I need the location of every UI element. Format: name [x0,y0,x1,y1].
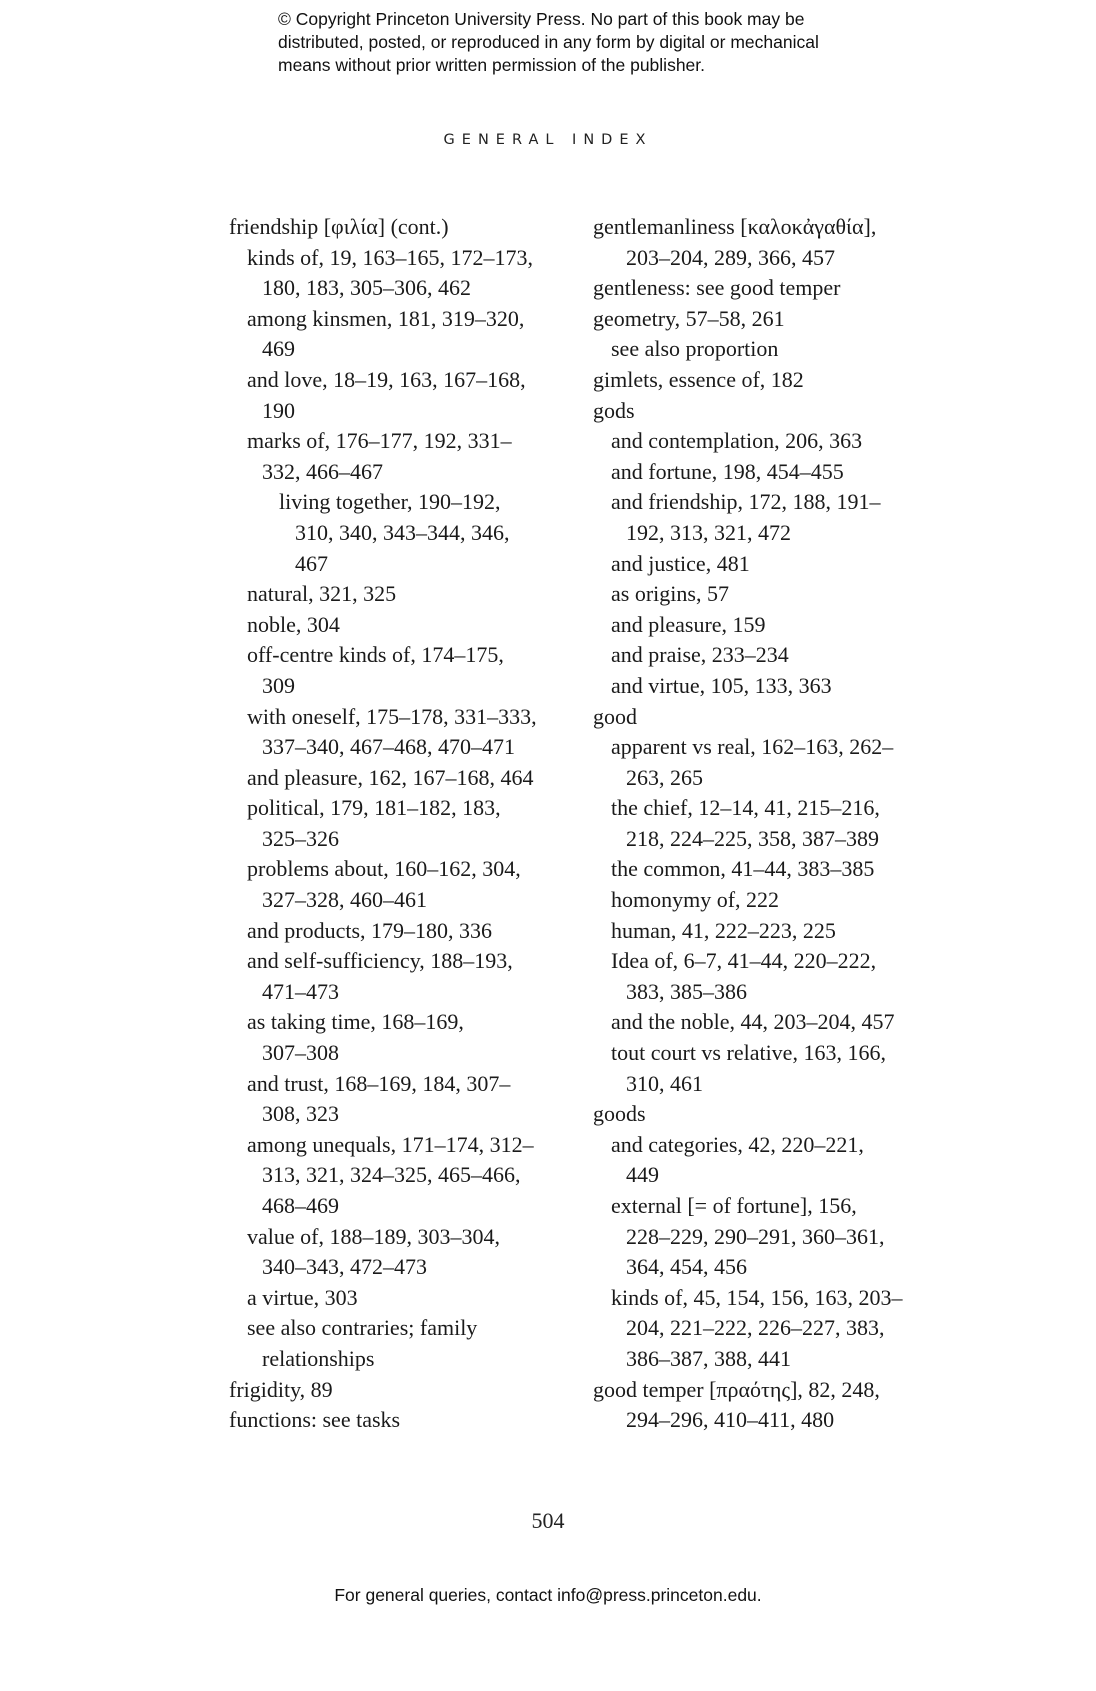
index-subentry: 325–326 [262,825,339,851]
index-subentry: and products, 179–180, 336 [247,917,493,943]
index-subentry: 190 [262,397,295,423]
index-subentry: 332, 466–467 [262,458,383,484]
index-heading: good [593,703,637,729]
index-subentry: among unequals, 171–174, 312– [247,1131,534,1157]
index-subentry: see also proportion [611,336,779,362]
page-number: 504 [531,1508,565,1533]
index-subentry: 383, 385–386 [626,978,747,1004]
index-subentry: with oneself, 175–178, 331–333, [247,703,537,729]
index-column-right [593,212,943,1436]
index-subentry: and trust, 168–169, 184, 307– [247,1070,511,1096]
index-subentry: and the noble, 44, 203–204, 457 [611,1009,895,1035]
index-heading: gods [593,397,635,423]
index-subentry: 386–387, 388, 441 [626,1345,791,1371]
index-subentry: 327–328, 460–461 [262,887,427,913]
index-subentry: kinds of, 19, 163–165, 172–173, [247,244,533,270]
index-subentry: as taking time, 168–169, [247,1009,464,1035]
index-subentry: 468–469 [262,1193,339,1218]
index-subentry: 310, 340, 343–344, 346, [295,519,510,545]
index-subentry: 307–308 [262,1040,339,1066]
index-subentry: living together, 190–192, [279,489,501,515]
index-subentry: 449 [626,1162,659,1188]
index-subentry: among kinsmen, 181, 319–320, [247,305,525,331]
index-subentry: a virtue, 303 [247,1284,358,1310]
index-subentry: and categories, 42, 220–221, [611,1131,864,1157]
index-subentry: tout court vs relative, 163, 166, [611,1040,886,1066]
index-subentry: natural, 321, 325 [247,581,397,607]
index-subentry: political, 179, 181–182, 183, [247,795,501,821]
index-subentry: and pleasure, 162, 167–168, 464 [247,764,534,790]
index-subentry: and contemplation, 206, 363 [611,428,863,454]
index-subentry: and friendship, 172, 188, 191– [611,489,881,515]
index-subentry: 337–340, 467–468, 470–471 [262,734,515,760]
index-subentry: 364, 454, 456 [626,1254,747,1280]
index-heading: friendship [φιλία] (cont.) [229,214,449,239]
index-heading: gentleness: see good temper [593,275,841,301]
index-subentry: homonymy of, 222 [611,887,780,913]
index-subentry: 469 [262,336,295,362]
index-subentry: 308, 323 [262,1101,339,1127]
index-subentry: and virtue, 105, 133, 363 [611,672,832,698]
index-subentry: off-centre kinds of, 174–175, [247,642,504,668]
index-heading: frigidity, 89 [229,1376,333,1402]
index-heading: functions: see tasks [229,1407,401,1433]
index-subentry: the common, 41–44, 383–385 [611,856,875,882]
index-subentry: 263, 265 [626,764,703,790]
index-subentry: external [= of fortune], 156, [611,1193,857,1218]
index-subentry: 228–229, 290–291, 360–361, [626,1223,885,1249]
index-subentry: and fortune, 198, 454–455 [611,458,844,484]
index-subentry: value of, 188–189, 303–304, [247,1223,500,1249]
index-subentry: and praise, 233–234 [611,642,789,668]
running-head: GENERAL INDEX [443,132,653,148]
index-subentry: human, 41, 222–223, 225 [611,917,836,943]
index-subentry: marks of, 176–177, 192, 331– [247,428,512,454]
index-subentry: 294–296, 410–411, 480 [626,1407,835,1433]
index-heading: good temper [πραότης], 82, 248, [593,1376,880,1402]
index-subentry: noble, 304 [247,611,340,637]
index-subentry: problems about, 160–162, 304, [247,856,521,882]
index-heading: geometry, 57–58, 261 [593,305,785,331]
index-heading: gimlets, essence of, 182 [593,366,804,392]
index-heading: gentlemanliness [καλοκἀγαθία], [593,214,877,239]
index-subentry: and self-sufficiency, 188–193, [247,948,513,974]
index-heading: goods [593,1101,646,1127]
index-subentry: 313, 321, 324–325, 465–466, [262,1162,521,1188]
index-subentry: 467 [295,550,328,576]
index-subentry: the chief, 12–14, 41, 215–216, [611,795,880,821]
index-subentry: 309 [262,672,295,698]
index-subentry: 204, 221–222, 226–227, 383, [626,1315,885,1341]
index-subentry: and love, 18–19, 163, 167–168, [247,366,526,392]
copyright-notice: © Copyright Princeton University Press. No part of this book may be distributed, posted, or reproduced in any form by digital or mechanical means without prior written permission of the publisher. [278,9,819,75]
index-subentry: kinds of, 45, 154, 156, 163, 203– [611,1284,903,1310]
index-subentry: apparent vs real, 162–163, 262– [611,734,894,760]
index-subentry: 340–343, 472–473 [262,1254,427,1280]
index-subentry: as origins, 57 [611,581,729,607]
index-subentry: Idea of, 6–7, 41–44, 220–222, [611,948,877,974]
index-subentry: 471–473 [262,978,339,1004]
index-subentry: 310, 461 [626,1070,703,1096]
index-subentry: relationships [262,1345,375,1371]
index-subentry: see also contraries; family [247,1315,478,1341]
index-subentry: and justice, 481 [611,550,750,576]
index-subentry: and pleasure, 159 [611,611,766,637]
index-subentry: 180, 183, 305–306, 462 [262,275,471,301]
index-subentry: 203–204, 289, 366, 457 [626,244,835,270]
index-column-left [229,212,559,1436]
index-subentry: 218, 224–225, 358, 387–389 [626,825,879,851]
index-subentry: 192, 313, 321, 472 [626,519,791,545]
footer-contact: For general queries, contact info@press.princeton.edu. [334,1585,762,1605]
